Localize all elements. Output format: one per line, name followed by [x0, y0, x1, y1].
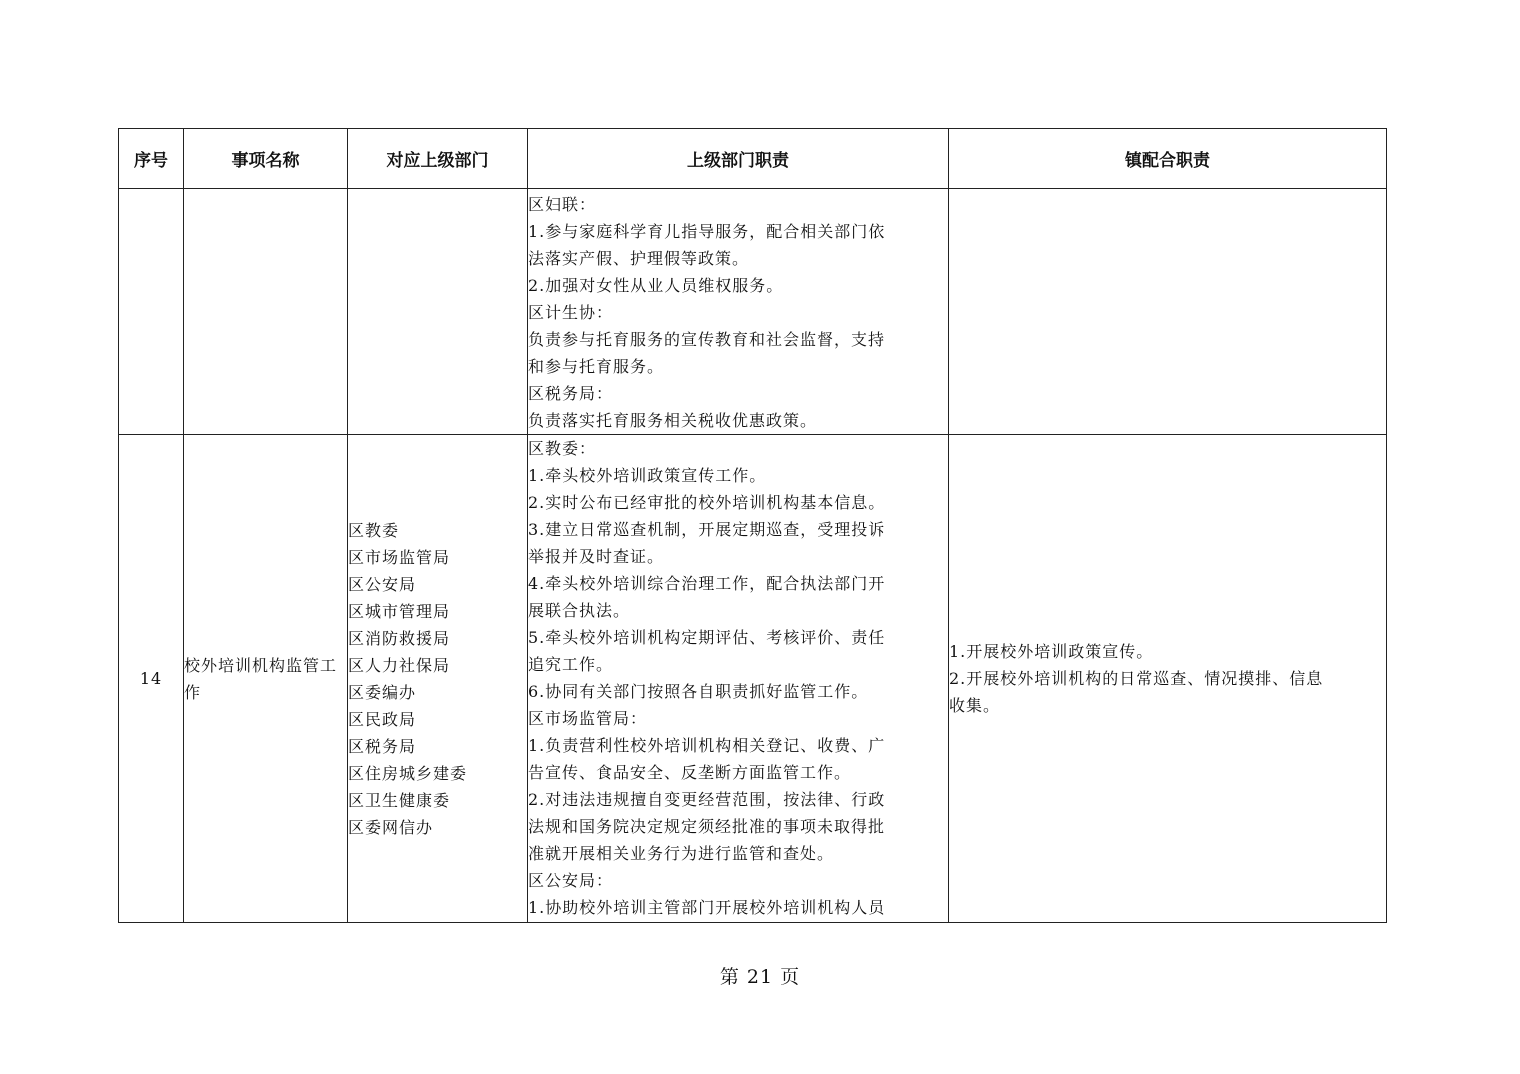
duty-line: 和参与托育服务。 — [528, 357, 665, 376]
duty-line: 1.参与家庭科学育儿指导服务，配合相关部门依 — [528, 222, 886, 241]
header-seq: 序号 — [119, 129, 184, 189]
duty-line: 区公安局： — [528, 871, 614, 890]
department-item: 区卫生健康委 — [348, 790, 451, 810]
item-name-cell — [184, 189, 348, 435]
header-departments: 对应上级部门 — [348, 129, 528, 189]
duty-line: 2.实时公布已经审批的校外培训机构基本信息。 — [528, 493, 886, 512]
department-item: 区教委 — [348, 520, 400, 540]
departments-cell — [348, 189, 528, 435]
departments-cell — [348, 435, 528, 923]
duty-line: 6.协同有关部门按照各自职责抓好监管工作。 — [528, 682, 869, 701]
department-item: 区消防救援局 — [348, 628, 451, 648]
department-item: 区委网信办 — [348, 817, 434, 837]
duty-line: 区妇联： — [528, 195, 597, 214]
duty-line: 追究工作。 — [528, 655, 614, 674]
table-header-row — [119, 129, 1387, 189]
town-duty-line: 1.开展校外培训政策宣传。 — [949, 642, 1154, 661]
duty-line: 区计生协： — [528, 303, 614, 322]
duty-line: 告宣传、食品安全、反垄断方面监管工作。 — [528, 763, 852, 782]
duty-line: 1.牵头校外培训政策宣传工作。 — [528, 466, 767, 485]
page-number: 第 21 页 — [719, 966, 801, 988]
town-duties-cell — [949, 189, 1387, 435]
row-seq-cell: 14 — [119, 435, 184, 923]
header-item-name: 事项名称 — [184, 129, 348, 189]
town-duty-line: 2.开展校外培训机构的日常巡查、情况摸排、信息 — [949, 669, 1324, 688]
duty-line: 举报并及时查证。 — [528, 547, 665, 566]
item-name-cell: 校外培训机构监管工作 — [184, 435, 348, 923]
duty-line: 3.建立日常巡查机制，开展定期巡查，受理投诉 — [528, 520, 886, 539]
superior-duties-cell — [528, 189, 949, 435]
duty-line: 法规和国务院决定规定须经批准的事项未取得批 — [528, 817, 886, 836]
department-item: 区民政局 — [348, 709, 417, 729]
duty-line: 2.对违法违规擅自变更经营范围，按法律、行政 — [528, 790, 886, 809]
department-item: 区委编办 — [348, 682, 417, 702]
table-row — [119, 189, 1387, 435]
duty-line: 负责参与托育服务的宣传教育和社会监督，支持 — [528, 330, 886, 349]
header-superior-duties: 上级部门职责 — [528, 129, 949, 189]
department-item: 区人力社保局 — [348, 655, 451, 675]
duty-line: 1.协助校外培训主管部门开展校外培训机构人员 — [528, 898, 886, 917]
duty-line: 展联合执法。 — [528, 601, 631, 620]
department-item: 区市场监管局 — [348, 547, 451, 567]
duty-line: 区教委： — [528, 439, 597, 458]
department-item: 区城市管理局 — [348, 601, 451, 621]
duty-line: 法落实产假、护理假等政策。 — [528, 249, 750, 268]
duty-line: 4.牵头校外培训综合治理工作，配合执法部门开 — [528, 574, 886, 593]
duty-line: 区市场监管局： — [528, 709, 648, 728]
table-row — [119, 435, 1387, 923]
department-item: 区住房城乡建委 — [348, 763, 468, 783]
duty-line: 负责落实托育服务相关税收优惠政策。 — [528, 411, 818, 430]
town-duty-line: 收集。 — [949, 696, 1001, 715]
responsibility-table — [118, 128, 1387, 923]
town-duties-cell — [949, 435, 1387, 923]
duty-line: 2.加强对女性从业人员维权服务。 — [528, 276, 784, 295]
duty-line: 5.牵头校外培训机构定期评估、考核评价、责任 — [528, 628, 886, 647]
row-seq-cell — [119, 189, 184, 435]
header-town-duties: 镇配合职责 — [949, 129, 1387, 189]
superior-duties-cell — [528, 435, 949, 923]
department-item: 区税务局 — [348, 736, 417, 756]
duty-line: 1.负责营利性校外培训机构相关登记、收费、广 — [528, 736, 886, 755]
department-item: 区公安局 — [348, 574, 417, 594]
duty-line: 准就开展相关业务行为进行监管和查处。 — [528, 844, 835, 863]
duty-line: 区税务局： — [528, 384, 614, 403]
